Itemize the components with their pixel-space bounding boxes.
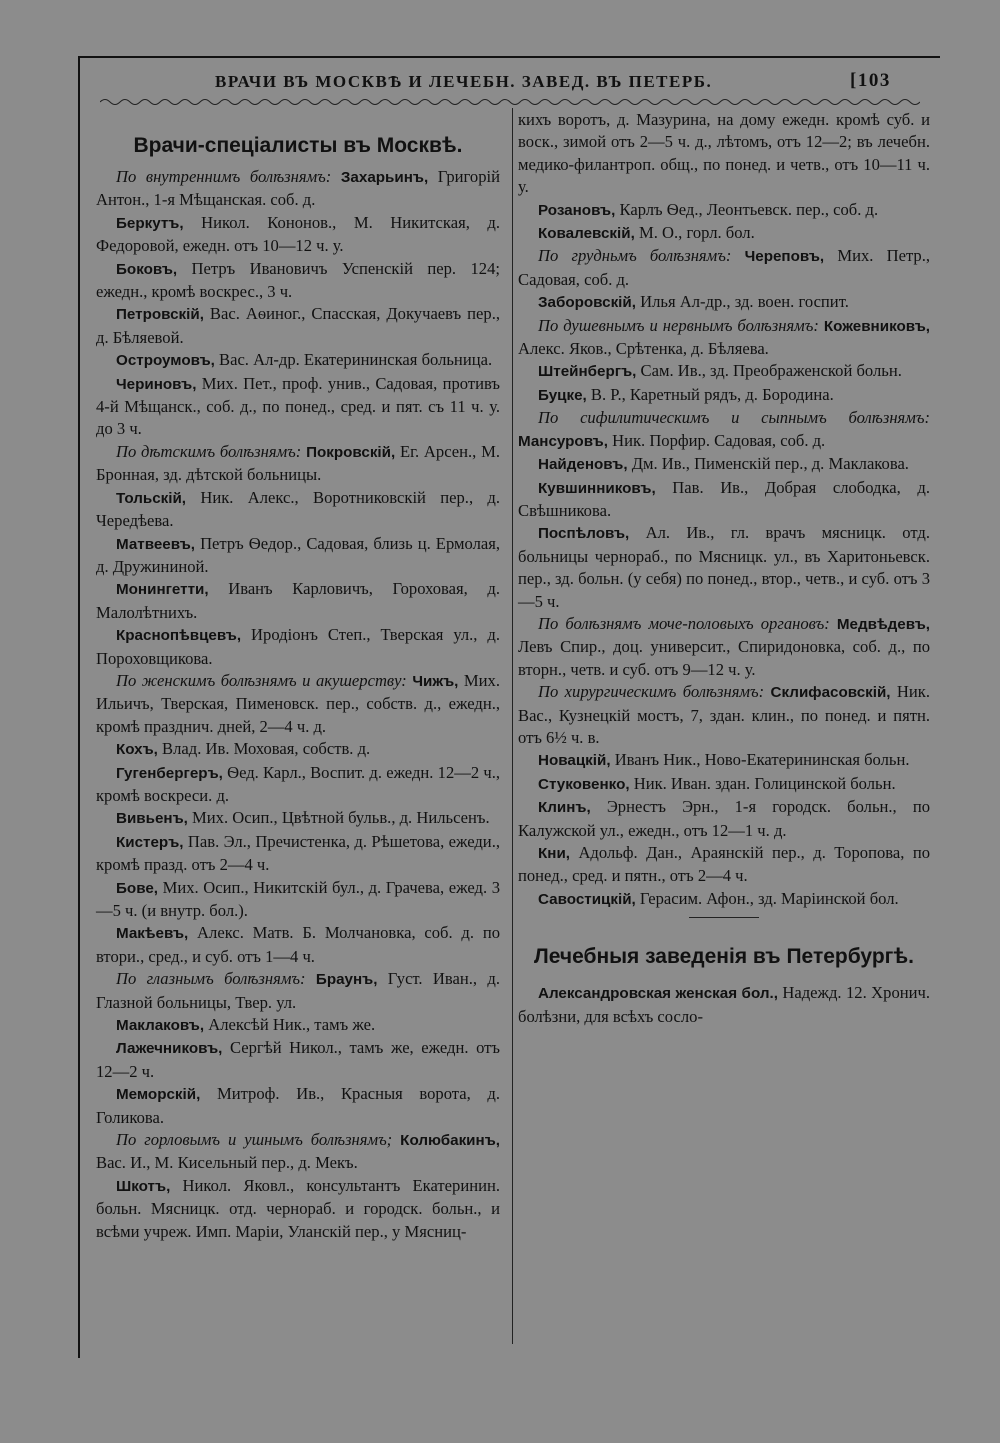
entry-text: Вас. И., М. Кисельный пер., д. Мекъ. (96, 1153, 358, 1173)
entry (96, 624, 500, 670)
entry (96, 877, 500, 923)
category-label: По грудньмъ болѣзнямъ: (538, 246, 732, 266)
category-label: По женскимъ болѣзнямъ и акушерству: (116, 670, 407, 690)
category-label: По хирургическимъ болѣзнямъ: (538, 682, 765, 702)
doctor-name: Макѣевъ, (116, 925, 189, 943)
doctor-name: Беркутъ, (116, 214, 184, 232)
entry-text: Ѳед. Карл., Воспит. д. ежедн. 12—2 ч., кромѣ воскреси. д. (96, 762, 500, 805)
doctor-name: Лажечниковъ, (116, 1040, 223, 1058)
entry-text: Ег. Арсен., М. Бронная, зд. дѣтской больницы. (96, 441, 500, 485)
entry (96, 1014, 500, 1037)
entry-text: Петръ Ѳедор., Садовая, близь ц. Ермолая, д. Дружининой. (96, 533, 500, 576)
doctor-name: Чериновъ, (116, 375, 197, 393)
doctor-name: Медвѣдевъ, (836, 615, 930, 633)
entry-text: В. Р., Каретный рядъ, д. Бородина. (586, 384, 834, 404)
entry (518, 982, 930, 1028)
entry (96, 349, 500, 372)
entry-text: Сам. Ив., зд. Преображенской больн. (636, 361, 902, 381)
right-column (518, 109, 930, 1028)
entry (518, 199, 930, 222)
entry (518, 522, 930, 613)
entry-text: Иванъ Карловичъ, Гороховая, д. Малолѣтнихъ. (96, 579, 500, 622)
entry-text: Вас. Ал-др. Екатерининская больница. (214, 350, 493, 370)
entry-text: Влад. Ив. Моховая, собств. д. (157, 739, 371, 759)
entry-text: Ник. Иван. здан. Голицинской больн. (629, 773, 896, 793)
entry (518, 245, 930, 291)
section-title-moscow: Врачи-спеціалисты въ Москвѣ. (133, 134, 463, 157)
entry (96, 303, 500, 349)
doctor-name: Покровскій, (306, 443, 396, 461)
doctor-name: Новацкій, (538, 752, 611, 770)
entry (96, 670, 500, 738)
entry (96, 807, 500, 830)
doctor-name: Розановъ, (538, 201, 616, 219)
entry-text: Петръ Ивановичъ Успенскій пер. 124; ежедн., кромѣ воскрес., 3 ч. (96, 258, 500, 302)
entry (518, 888, 930, 911)
doctor-name: Боковъ, (116, 260, 178, 278)
entry (518, 315, 930, 361)
entry-text: Иродіонъ Степ., Тверская ул., д. Пороховщикова. (96, 625, 500, 668)
page-number: [103 (850, 70, 891, 91)
entry-text: М. О., горл. бол. (634, 223, 755, 243)
column-divider (512, 108, 513, 1344)
entry-text: Митроф. Ив., Красныя ворота, д. Голикова. (96, 1084, 500, 1127)
wavy-rule (100, 96, 920, 108)
doctor-name: Савостицкій, (538, 890, 636, 908)
doctor-name: Чижъ, (412, 672, 459, 690)
doctor-name: Мансуровъ, (518, 432, 608, 450)
doctor-name: Гугенбергеръ, (116, 764, 223, 782)
entry-text: Мих. Осип., Никитскій бул., д. Грачева, ежед. 3—5 ч. (и внутр. бол.). (96, 877, 500, 920)
entry-text: Густ. Иван., д. Глазной больницы, Твер. ул. (96, 969, 500, 1012)
doctor-name: Заборовскій, (538, 294, 636, 312)
doctor-name: Монингетти, (116, 581, 209, 599)
doctor-name: Клинъ, (538, 799, 591, 817)
entry-text: кихъ воротъ, д. Мазурина, на дому ежедн. кромѣ суб. и воск., зимой отъ 2—5 ч. д., лѣтомъ, отъ 12—2; въ лечебн. медико-филантроп. общ., по понед. и четв., отъ 10—11 ч. у. (518, 110, 930, 197)
doctor-name: Краснопѣвцевъ, (116, 627, 242, 645)
doctor-name: Штейнбергъ, (538, 363, 637, 381)
doctor-name: Поспѣловъ, (538, 525, 630, 543)
doctor-name: Браунъ, (315, 971, 378, 989)
entry-text: Сергѣй Никол., тамъ же, ежедн. отъ 12—2 ч. (96, 1038, 500, 1081)
institution-name: Александровская женская бол., (538, 985, 778, 1003)
entry-text: Алекс. Яков., Срѣтенка, д. Бѣляева. (518, 339, 769, 359)
category-label: По внутреннимъ болѣзнямъ: (116, 167, 332, 186)
entry-text: Алекс. Матв. Б. Молчановка, соб. д. по втори., сред., и суб. отъ 1—4 ч. (96, 923, 500, 966)
doctor-name: Матвеевъ, (116, 535, 195, 553)
entry-text: Адольф. Дан., Араянскій пер., д. Торопова, по понед., сред. и пятн., отъ 2—4 ч. (518, 843, 930, 886)
entry (96, 258, 500, 304)
doctor-name: Тольскій, (116, 489, 187, 507)
entry (518, 477, 930, 523)
category-label: По горловымъ и ушнымъ болѣзнямъ; (116, 1130, 393, 1150)
doctor-name: Вивьенъ, (116, 810, 188, 828)
entry (96, 968, 500, 1014)
entry (518, 842, 930, 888)
doctor-name: Кистеръ, (116, 833, 184, 851)
category-label: По глазнымъ болѣзнямъ: (116, 969, 306, 989)
entry (96, 1037, 500, 1083)
entry-text: Никол. Кононов., М. Никитская, д. Федоровой, ежедн. отъ 10—12 ч. у. (96, 212, 500, 256)
entry-text: Вас. Аѳиног., Спасская, Докучаевъ пер., д. Бѣляевой. (96, 304, 500, 347)
entry-text: Илья Ал-др., зд. воен. госпит. (635, 292, 849, 312)
entry (518, 681, 930, 749)
doctor-name: Склифасовскій, (770, 684, 891, 702)
entry-text: Герасим. Афон., зд. Маріинской бол. (635, 888, 899, 908)
entry-text: Надежд. 12. Хронич. болѣзни, для всѣхъ сосло- (518, 983, 931, 1026)
entry-text: Мих. Осип., Цвѣтной бульв., д. Нильсенъ. (187, 808, 490, 828)
entry-text: Григорій Антон., 1-я Мѣщанская. соб. д. (96, 167, 500, 210)
entry (96, 533, 500, 579)
entry-text: Алексѣй Ник., тамъ же. (204, 1015, 376, 1035)
doctor-name: Ковалевскій, (538, 225, 635, 243)
entry (96, 738, 500, 761)
entry (518, 407, 930, 453)
doctor-name: Стуковенко, (538, 775, 630, 793)
doctor-name: Бове, (116, 879, 158, 897)
entry (518, 360, 930, 383)
entry-text: Пав. Эл., Пречистенка, д. Рѣшетова, ежеди., кромѣ празд. отъ 2—4 ч. (96, 831, 500, 875)
entry (96, 831, 500, 877)
entry-text: Дм. Ив., Пименскій пер., д. Маклакова. (627, 454, 909, 474)
doctor-name: Кохъ, (116, 741, 158, 759)
entry-text: Ник. Алекс., Воротниковскій пер., д. Чередѣева. (96, 487, 500, 531)
entry (96, 1083, 500, 1129)
entry (96, 1129, 500, 1175)
doctor-name: Петровскій, (116, 306, 204, 324)
entry-text: Ник. Порфир. Садовая, соб. д. (607, 430, 826, 450)
doctor-name: Кувшинниковъ, (538, 479, 656, 497)
doctor-name: Остроумовъ, (116, 352, 215, 370)
running-head-title: ВРАЧИ ВЪ МОСКВѢ И ЛЕЧЕБН. ЗАВЕД. ВЪ ПЕТЕРБ. (215, 72, 713, 91)
doctor-name: Буцке, (538, 386, 587, 404)
entry (518, 796, 930, 842)
entry (96, 487, 500, 533)
entry (96, 762, 500, 808)
doctor-name: Шкотъ, (116, 1177, 171, 1195)
entry (96, 578, 500, 624)
entry-text: Мих. Пет., проф. унив., Садовая, противъ 4-й Мѣщанск., соб. д., по понед., сред. и пят. съ 11 ч. у. до 3 ч. (96, 373, 500, 439)
entry (96, 212, 500, 258)
entry (518, 613, 930, 681)
entry (96, 441, 500, 487)
doctor-name: Кожевниковъ, (823, 317, 930, 335)
category-label: По дѣтскимъ болѣзнямъ: (116, 441, 302, 461)
entry (518, 773, 930, 796)
doctor-name: Кни, (538, 845, 570, 862)
entry (518, 222, 930, 245)
doctor-name: Колюбакинъ, (400, 1132, 500, 1150)
category-label: По сифилитическимъ и сыпнымъ болѣзнямъ: (538, 408, 930, 428)
doctor-name: Череповъ, (744, 248, 825, 266)
entry-text: Эрнестъ Эрн., 1-я городск. больн., по Калужской ул., ежедн., отъ 12—1 ч. д. (518, 797, 930, 840)
entry-text: Ал. Ив., гл. врачъ мясницк. отд. больницы чернораб., по Мясницк. ул., въ Харитоньевск. пер., зд. больн. (у себя) по понед., втор., четв., и суб. отъ 3—5 ч. (518, 523, 930, 611)
entry-continuation (518, 109, 930, 199)
section-rule (689, 917, 759, 918)
category-label: По душевнымъ и нервнымъ болѣзнямъ: (538, 315, 819, 335)
entry-text: Карлъ Ѳед., Леонтьевск. пер., соб. д. (615, 199, 879, 219)
entry (96, 166, 500, 212)
entry-text: Иванъ Ник., Ново-Екатерининская больн. (610, 750, 910, 770)
section-title-petersburg: Лечебныя заведенія въ Петербургѣ. (533, 945, 914, 969)
doctor-name: Меморскій, (116, 1086, 201, 1104)
doctor-name: Захарьинъ, (340, 169, 429, 186)
entry-text: Ник. Вас., Кузнецкій мостъ, 7, здан. клин., по понед. и пятн. отъ 6½ ч. в. (518, 682, 930, 747)
entry-text: Левъ Спир., доц. университ., Спиридоновка, соб. д., по вторн., четв. и суб. отъ 9—12 ч. у. (518, 637, 930, 679)
left-column (96, 132, 500, 1243)
entry (96, 922, 500, 968)
entry-text: Никол. Яковл., консультантъ Екатеринин. больн. Мясницк. отд. чернораб. и городск. больн., и всѣми учреж. Имп. Маріи, Уланскій пер., у Мясниц- (96, 1175, 500, 1241)
entry (518, 453, 930, 476)
entry (96, 1175, 500, 1243)
entry-text: Пав. Ив., Добрая слободка, д. Свѣшникова. (518, 477, 930, 520)
entry (518, 384, 930, 407)
entry-text: Мих. Ильичъ, Тверская, Пименовск. пер., собств. д., ежедн., кромѣ празднич. дней, 2—4 ч. д. (96, 670, 500, 736)
entry-text: Мих. Петр., Садовая, соб. д. (518, 246, 930, 289)
category-label: По болѣзнямъ моче-половыхъ органовъ: (538, 613, 830, 633)
doctor-name: Найденовъ, (538, 456, 628, 474)
doctor-name: Маклаковъ, (116, 1017, 205, 1035)
entry (518, 749, 930, 772)
entry (96, 373, 500, 441)
entry (518, 291, 930, 314)
